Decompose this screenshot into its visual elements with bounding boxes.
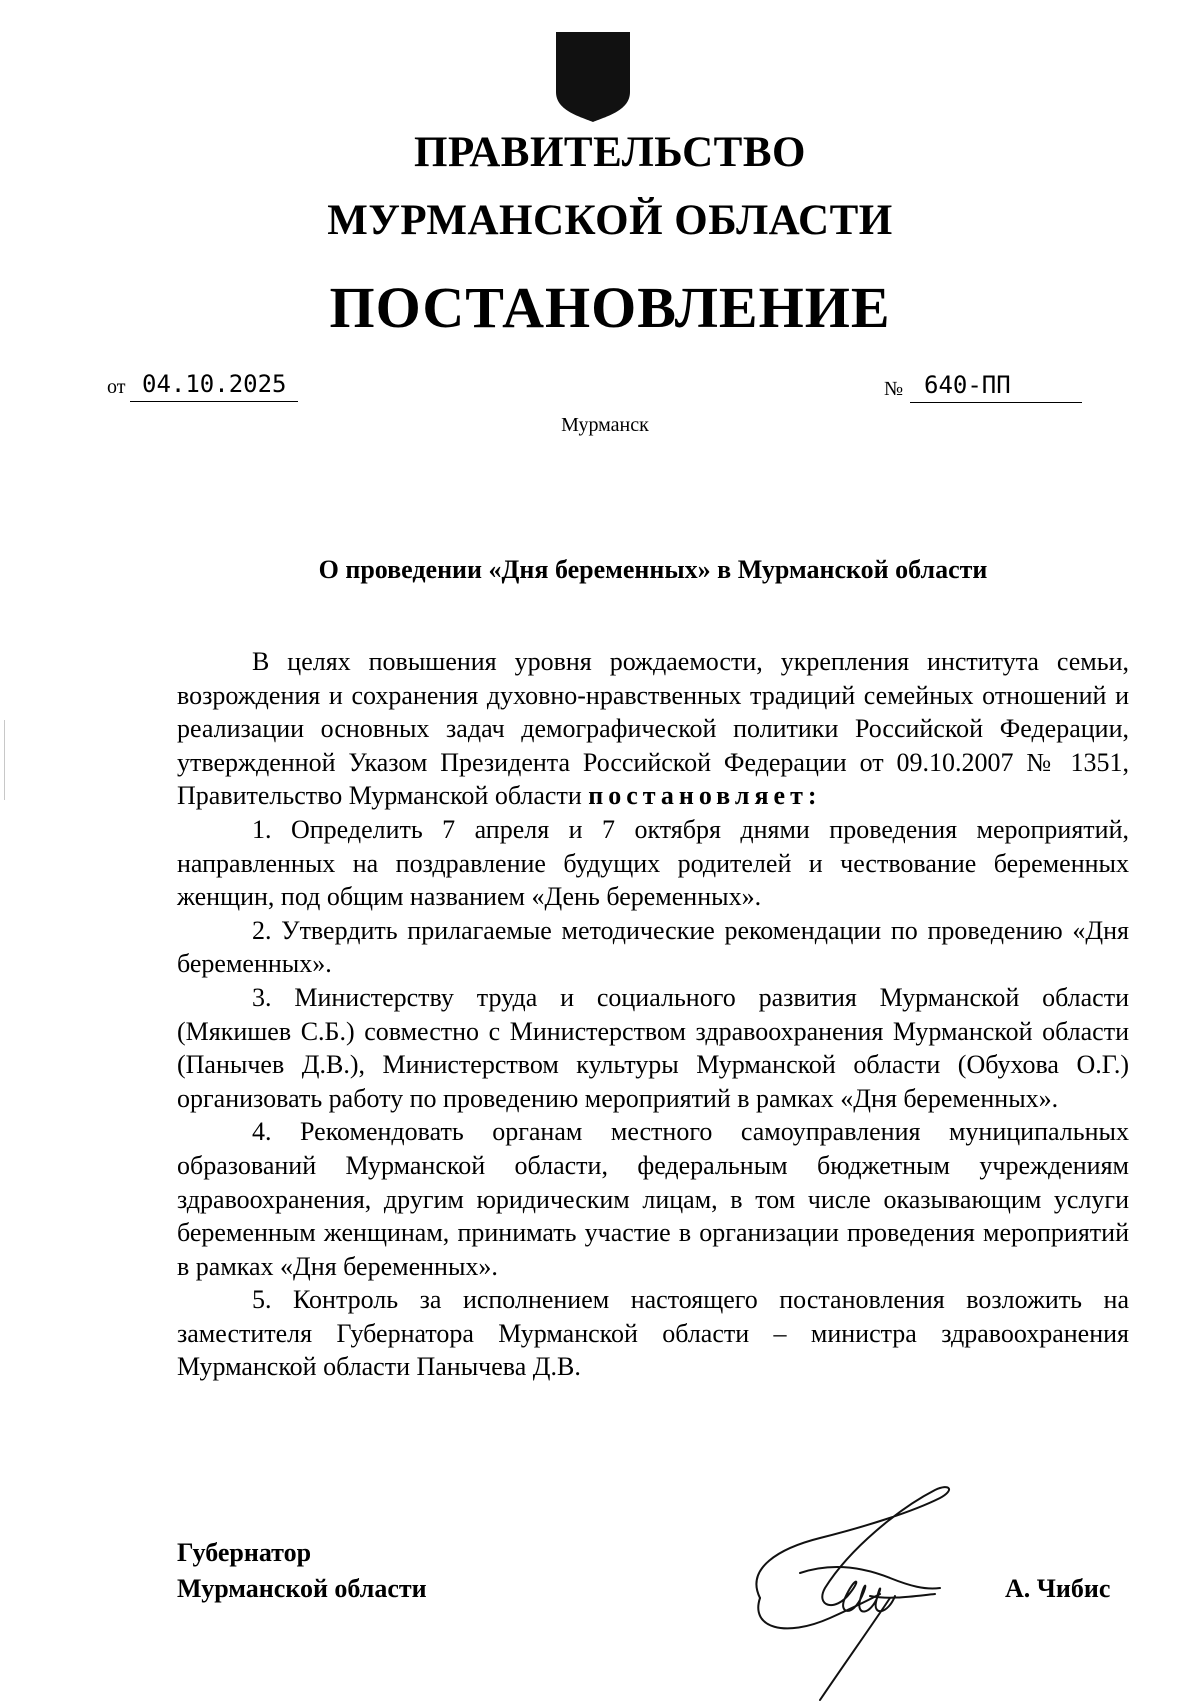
preamble-text: В целях повышения уровня рождаемости, укрепления института семьи, возрождения и сохранения духовно-нравственных традиций семейных отношений и реализации основных задач демографической политики Российской Федерации, утвержденной Указом Президента Российской Федерации от 09.10.2007 № 1351, Правительство Мурманской области xyxy=(177,647,1129,811)
item-paragraph: 4. Рекомендовать органам местного самоуправления муниципальных образований Мурманской области, федеральным бюджетным учреждениям здравоохранения, другим юридическим лицам, в том числе оказывающим услуги беременным женщинам, принимать участие в организации проведения мероприятий в рамках «Дня беременных». xyxy=(177,1117,1129,1281)
coat-of-arms-emblem xyxy=(554,30,632,124)
date-prefix: от xyxy=(107,376,126,398)
scan-margin-mark xyxy=(4,720,5,800)
item-paragraph: 2. Утвердить прилагаемые методические рекомендации по проведению «Дня беременных». xyxy=(177,915,1129,979)
signer-position-line2: Мурманской области xyxy=(177,1574,427,1603)
document-subject: О проведении «Дня беременных» в Мурманской области xyxy=(318,555,988,584)
city-name: Мурманск xyxy=(561,414,649,436)
item-paragraph: 5. Контроль за исполнением настоящего постановления возложить на заместителя Губернатора Мурманской области – министра здравоохранения Мурманской области Панычева Д.В. xyxy=(177,1285,1129,1382)
resolves-word: постановляет: xyxy=(588,781,822,811)
org-name-line2: МУРМАНСКОЙ ОБЛАСТИ xyxy=(327,197,893,244)
document-number: 640-ПП xyxy=(910,367,1082,403)
preamble-paragraph xyxy=(177,645,1129,813)
item-paragraph: 1. Определить 7 апреля и 7 октября днями проведения мероприятий, направленных на поздравление будущих родителей и чествование беременных женщин, под общим названием «День беременных». xyxy=(177,814,1129,912)
signer-name: А. Чибис xyxy=(1005,1574,1111,1603)
document-date: 04.10.2025 xyxy=(130,366,298,402)
document-body xyxy=(177,645,1129,1384)
signer-position xyxy=(177,1535,427,1607)
handwritten-signature xyxy=(740,1478,970,1703)
number-prefix: № xyxy=(884,378,904,400)
signer-position-line1: Губернатор xyxy=(177,1538,312,1567)
item-paragraph: 3. Министерству труда и социального развития Мурманской области (Мякишев С.Б.) совместно с Министерством здравоохранения Мурманской области (Панычев Д.В.), Министерством культуры Мурманской области (Обухова О.Г.) организовать работу по проведению мероприятий в рамках «Дня беременных». xyxy=(177,982,1129,1113)
document-type-title: ПОСТАНОВЛЕНИЕ xyxy=(329,275,891,340)
org-name-line1: ПРАВИТЕЛЬСТВО xyxy=(414,129,806,176)
